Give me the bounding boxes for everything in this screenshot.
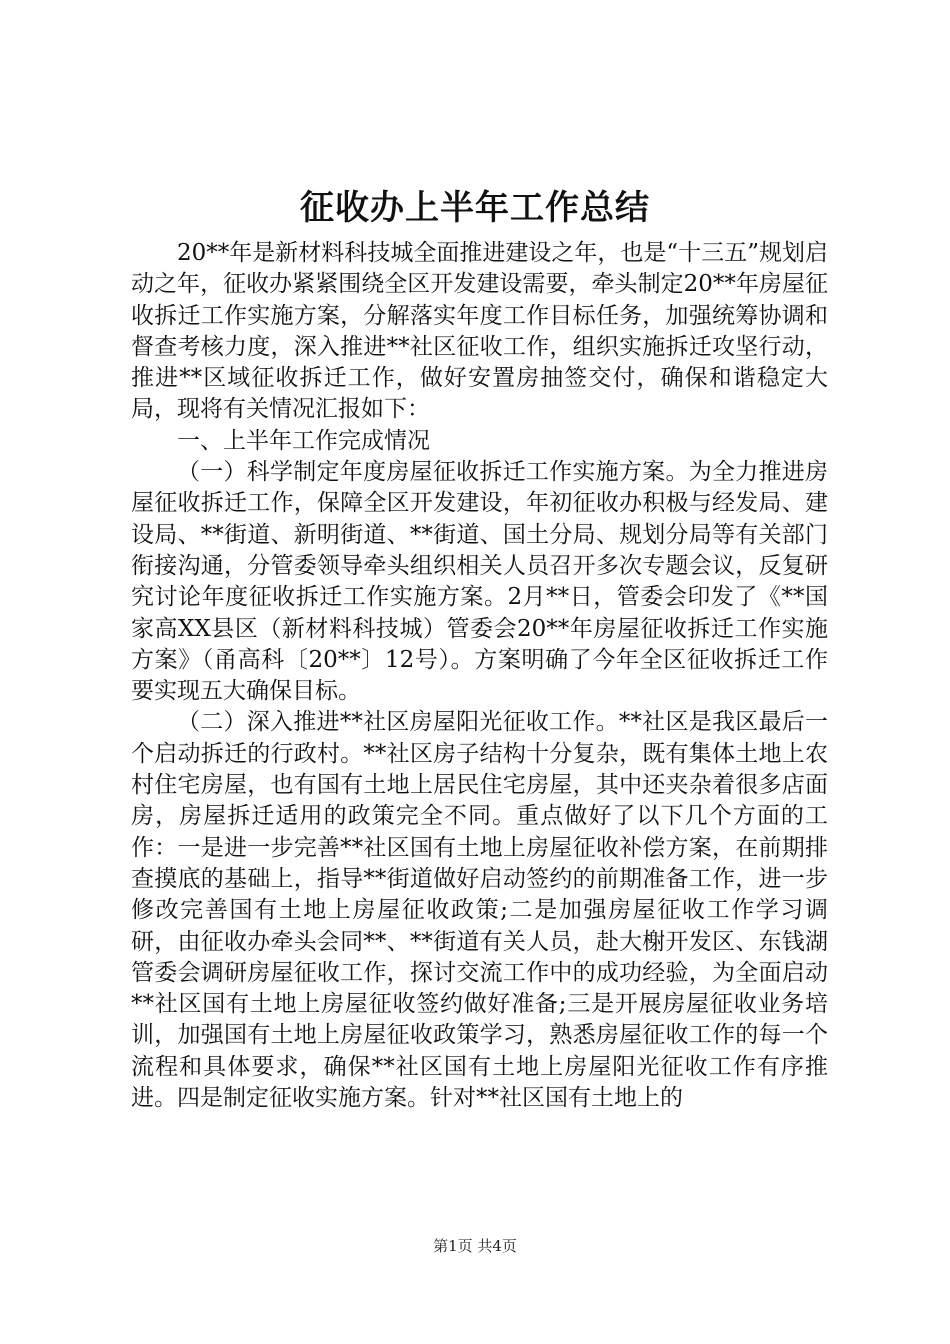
paragraph-section-1: （一）科学制定年度房屋征收拆迁工作实施方案。为全力推进房屋征收拆迁工作，保障全区开发建设，年初征收办积极与经发局、建设局、**街道、新明街道、**街道、国土分局、规划分局等有关部门衔接沟通，分管委领导牵头组织相关人员召开多次专题会议，反复研究讨论年度征收拆迁工作实施方案。2月**日，管委会印发了《**国家高XX县区（新材料科技城）管委会20**年房屋征收拆迁工作实施方案》（甬高科〔20**〕12号）。方案明确了今年全区征收拆迁工作要实现五大确保目标。	[131, 459, 828, 705]
page-footer: 第1页 共4页	[433, 1237, 517, 1255]
document-title: 征收办上半年工作总结	[300, 188, 650, 228]
section-heading: 一、上半年工作完成情况	[177, 427, 430, 454]
paragraph-intro: 20**年是新材料科技城全面推进建设之年，也是“十三五”规划启动之年，征收办紧紧围绕全区开发建设需要，牵头制定20**年房屋征收拆迁工作实施方案，分解落实年度工作目标任务，加强统筹协调和督查考核力度，深入推进**社区征收工作，组织实施拆迁攻坚行动，推进**区域征收拆迁工作，做好安置房抽签交付，确保和谐稳定大局，现将有关情况汇报如下：	[131, 240, 828, 423]
paragraph-section-2: （二）深入推进**社区房屋阳光征收工作。**社区是我区最后一个启动拆迁的行政村。**社区房子结构十分复杂，既有集体土地上农村住宅房屋，也有国有土地上居民住宅房屋，其中还夹杂着很多店面房，房屋拆迁适用的政策完全不同。重点做好了以下几个方面的工作：一是进一步完善**社区国有土地上房屋征收补偿方案，在前期排查摸底的基础上，指导**街道做好启动签约的前期准备工作，进一步修改完善国有土地上房屋征收政策;二是加强房屋征收工作学习调研，由征收办牵头会同**、**街道有关人员，赴大榭开发区、东钱湖管委会调研房屋征收工作，探讨交流工作中的成功经验，为全面启动**社区国有土地上房屋征收签约做好准备;三是开展房屋征收业务培训，加强国有土地上房屋征收政策学习，熟悉房屋征收工作的每一个流程和具体要求，确保**社区国有土地上房屋阳光征收工作有序推进。四是制定征收实施方案。针对**社区国有土地上的	[131, 709, 828, 1112]
document-body	[131, 238, 828, 1114]
